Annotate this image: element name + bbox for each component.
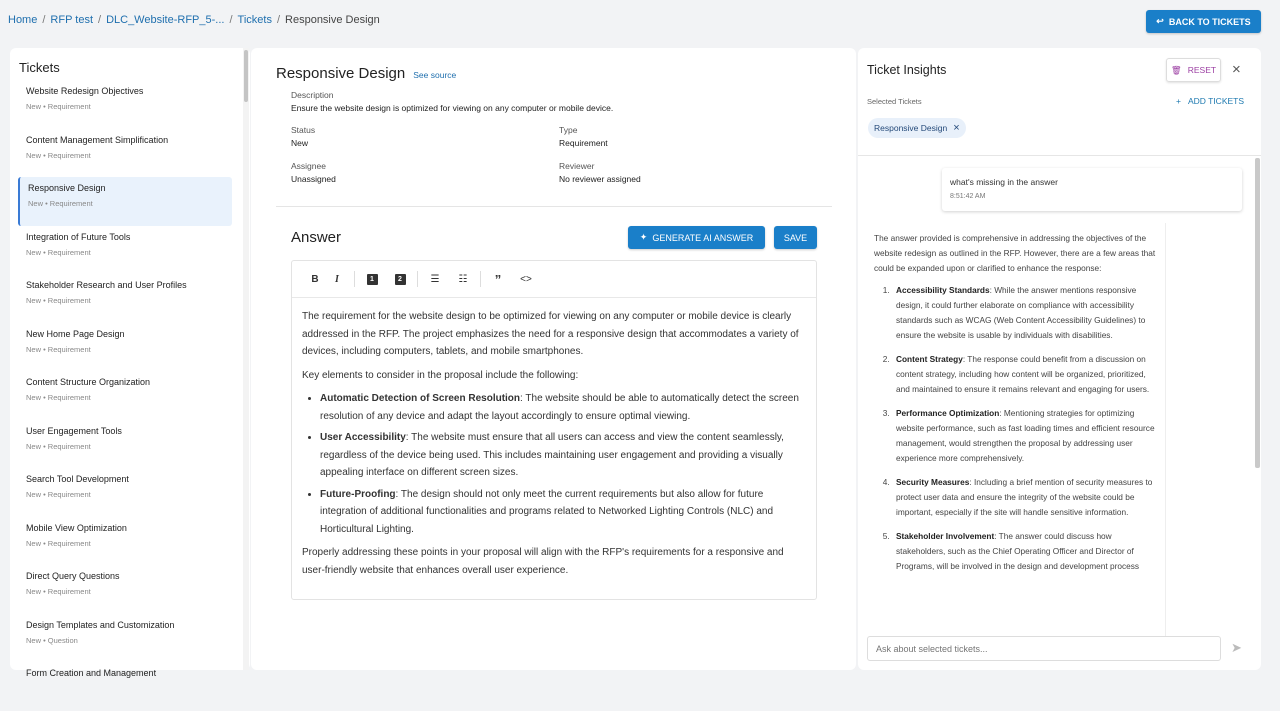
status-value: New [291, 138, 309, 148]
breadcrumb-home[interactable]: Home [8, 14, 38, 26]
assignee-value: Unassigned [291, 174, 336, 184]
answer-paragraph: The requirement for the website design to be optimized for viewing on any computer or mobile device is clearly addressed in the RFP. The project emphasizes the need for a responsive design that accommodates a variety of devices, including computers, tablets, and mobile smartphones. [302, 311, 799, 357]
editor-content[interactable] [292, 298, 816, 595]
ticket-item[interactable] [18, 129, 232, 178]
ai-intro: The answer provided is comprehensive in addressing the objectives of the website redesign as outlined in the RFP. However, there are a few areas that could be expanded upon or clarified to enhance the response: [874, 233, 1156, 273]
heading-2-icon[interactable]: 2 [389, 269, 411, 289]
ticket-insights-panel [858, 48, 1261, 670]
ticket-item[interactable] [18, 80, 232, 129]
chip-label: Responsive Design [874, 123, 948, 133]
ticket-item[interactable] [18, 662, 232, 711]
ai-item-heading: Accessibility Standards [896, 285, 990, 295]
answer-bullets [320, 390, 806, 538]
save-button[interactable]: SAVE [774, 226, 817, 249]
ticket-item-meta: New • Requirement [26, 344, 91, 354]
ticket-item-meta: New • Requirement [26, 538, 91, 548]
description-label: Description [291, 90, 334, 100]
breadcrumb: Home / RFP test / DLC_Website-RFP_5-... / Tickets / Responsive Design [8, 14, 380, 26]
add-tickets-button[interactable] [1176, 96, 1244, 106]
ai-list-item [892, 529, 1157, 574]
assignee-label: Assignee [291, 161, 326, 171]
ticket-item-meta: New • Requirement [26, 247, 91, 257]
ticket-item-title: Website Redesign Objectives [26, 86, 144, 96]
ticket-item[interactable] [18, 274, 232, 323]
bullet-heading: Automatic Detection of Screen Resolution [320, 393, 521, 404]
insights-title: Ticket Insights [867, 63, 947, 77]
user-message-time: 8:51:42 AM [950, 193, 986, 200]
heading-1-icon[interactable]: 1 [361, 269, 383, 289]
bullet-heading: User Accessibility [320, 432, 406, 443]
chat-scrollbar[interactable] [1255, 158, 1260, 468]
ai-item-heading: Content Strategy [896, 354, 963, 364]
tickets-scrollbar[interactable] [243, 48, 249, 670]
answer-bullet [320, 390, 806, 425]
ticket-item-title: Content Structure Organization [26, 377, 151, 387]
back-label: BACK TO TICKETS [1168, 16, 1251, 27]
ai-list-item [892, 352, 1157, 397]
selected-tickets-label: Selected Tickets [867, 97, 922, 106]
sparkle-icon: ✦ [639, 232, 648, 242]
ticket-item-title: Direct Query Questions [26, 571, 120, 581]
ticket-item-title: Search Tool Development [26, 474, 129, 484]
ai-item-text: : The response could benefit from a discussion on content strategy, including how content will be organized, prioritized, and maintained to ensure it remains relevant and engaging for users. [896, 354, 1150, 394]
answer-editor[interactable] [291, 260, 817, 600]
ticket-item-title: Content Management Simplification [26, 134, 169, 145]
ticket-item-title: Responsive Design [28, 183, 106, 193]
status-label: Status [291, 125, 316, 135]
tickets-title: Tickets [19, 60, 60, 75]
ticket-item-meta: New • Question [26, 635, 78, 645]
breadcrumb-document[interactable]: DLC_Website-RFP_5-... [106, 14, 225, 26]
generate-label: GENERATE AI ANSWER [652, 232, 754, 243]
type-value: Requirement [559, 138, 608, 148]
answer-bullet [320, 486, 806, 539]
reviewer-label: Reviewer [559, 161, 595, 171]
return-arrow-icon: ↩ [1156, 16, 1164, 26]
bullet-text: : The design should not only meet the current requirements but also allow for future integration of additional functionalities and programs related to Networked Lighting Controls (NLC) and Horticultural Lighting. [320, 488, 774, 535]
type-label: Type [559, 125, 578, 135]
ai-list-item [892, 475, 1157, 520]
ticket-item-title: Design Templates and Customization [26, 619, 175, 630]
ticket-item-title: Mobile View Optimization [26, 522, 127, 533]
answer-paragraph: Key elements to consider in the proposal include the following: [302, 369, 579, 381]
ai-item-heading: Performance Optimization [896, 408, 1000, 418]
ticket-item-title: Stakeholder Research and User Profiles [26, 280, 187, 290]
ticket-item-title: New Home Page Design [26, 328, 125, 339]
ai-item-text: : While the answer mentions responsive design, it could further elaborate on compliance with accessibility standards such as WCAG (Web Content Accessibility Guidelines) to ensure the website is usable by individuals with disabilities. [896, 285, 1146, 340]
ai-list-item [892, 283, 1157, 343]
ticket-item[interactable] [18, 614, 232, 663]
ai-item-text: : Including a brief mention of security measures to protect user data and ensure the integrity of the website could be important, especially if the site will handle sensitive information. [896, 477, 1153, 517]
bullet-heading: Future-Proofing [320, 488, 396, 500]
breadcrumb-current: Responsive Design [285, 14, 380, 26]
answer-title: Answer [291, 229, 342, 246]
ticket-item-meta: New • Requirement [26, 296, 91, 305]
reviewer-value: No reviewer assigned [559, 174, 641, 184]
ai-item-heading: Security Measures [896, 477, 970, 487]
ticket-item[interactable] [18, 468, 232, 517]
ticket-detail-panel [251, 48, 856, 670]
answer-paragraph: Properly addressing these points in your proposal will align with the RFP's requirements for a responsive and user-friendly website that enhances overall user experience. [302, 547, 784, 576]
user-message [942, 168, 1242, 211]
ticket-item-meta: New • Requirement [26, 393, 91, 402]
ticket-title: Responsive Design [276, 65, 406, 82]
plus-icon: + [1176, 96, 1181, 106]
ticket-item-meta: New • Requirement [28, 199, 93, 208]
breadcrumb-tickets[interactable]: Tickets [237, 14, 272, 26]
ticket-item[interactable] [18, 517, 232, 566]
ai-item-text: : Mentioning strategies for optimizing website performance, such as fast loading times and efficient resource management, would strengthen the proposal by addressing user experience more comprehensively. [896, 408, 1155, 463]
ai-list [892, 283, 1157, 574]
ai-item-text: : The answer could discuss how stakeholders, such as the Chief Operating Officer and Director of Programs, will be involved in the design and development process [896, 531, 1140, 571]
ticket-item[interactable] [18, 323, 232, 372]
answer-bullet [320, 429, 806, 482]
editor-toolbar [292, 261, 816, 298]
ticket-item[interactable] [18, 226, 232, 275]
bullet-text: : The website must ensure that all users can access and view the content seamlessly, regardless of the device being used. This includes maintaining user engagement and providing a visually appealing interface on different screen sizes. [320, 432, 784, 478]
description-value: Ensure the website design is optimized for viewing on any computer or mobile device. [291, 103, 614, 113]
add-tickets-label: ADD TICKETS [1187, 96, 1245, 106]
ticket-item-meta: New • Requirement [26, 587, 91, 596]
ticket-item[interactable] [18, 565, 232, 614]
bullet-text: : The website should be able to automatically detect the screen resolution of any device and adapt the layout accordingly to ensure optimal viewing. [320, 393, 799, 422]
ask-input[interactable] [867, 636, 1221, 661]
numbered-list-icon[interactable]: ☷ [458, 273, 468, 285]
code-icon[interactable]: <> [520, 273, 532, 285]
bold-icon[interactable]: B [311, 273, 319, 285]
see-source-link[interactable]: See source [413, 70, 457, 80]
chat-area [858, 155, 1261, 628]
bullet-list-icon[interactable]: ☰ [430, 273, 440, 285]
ai-list-item [892, 406, 1157, 466]
generate-ai-answer-button[interactable] [628, 226, 765, 249]
ticket-item[interactable] [18, 420, 232, 469]
quote-icon[interactable]: ” [494, 271, 502, 287]
ticket-item-title: Form Creation and Management [26, 668, 157, 678]
ai-item-heading: Stakeholder Involvement [896, 531, 995, 541]
reset-label: RESET [1187, 65, 1217, 75]
ticket-item[interactable] [18, 371, 232, 420]
selected-ticket-chip [868, 118, 966, 138]
ai-message [866, 223, 1166, 643]
user-message-text: what's missing in the answer [950, 177, 1058, 187]
ticket-item-meta: New • Requirement [26, 102, 91, 111]
remove-chip-icon[interactable]: × [953, 122, 960, 134]
ticket-item-meta: New • Requirement [26, 441, 91, 451]
send-icon[interactable]: ➤ [1231, 640, 1242, 655]
close-icon[interactable]: × [1232, 61, 1241, 78]
back-to-tickets-button[interactable] [1146, 10, 1261, 33]
breadcrumb-rfp[interactable]: RFP test [50, 14, 93, 26]
ticket-item-meta: New • Requirement [26, 490, 91, 499]
reset-button[interactable] [1166, 58, 1221, 82]
divider [276, 206, 832, 207]
ticket-item-title: User Engagement Tools [26, 425, 122, 436]
ticket-list [18, 80, 232, 711]
tickets-panel [10, 48, 250, 678]
ticket-item-title: Integration of Future Tools [26, 231, 131, 242]
ticket-item[interactable] [18, 177, 232, 226]
ticket-item-meta: New • Requirement [26, 150, 91, 160]
trash-icon: 🗑 [1170, 64, 1182, 75]
italic-icon[interactable]: I [335, 273, 339, 285]
